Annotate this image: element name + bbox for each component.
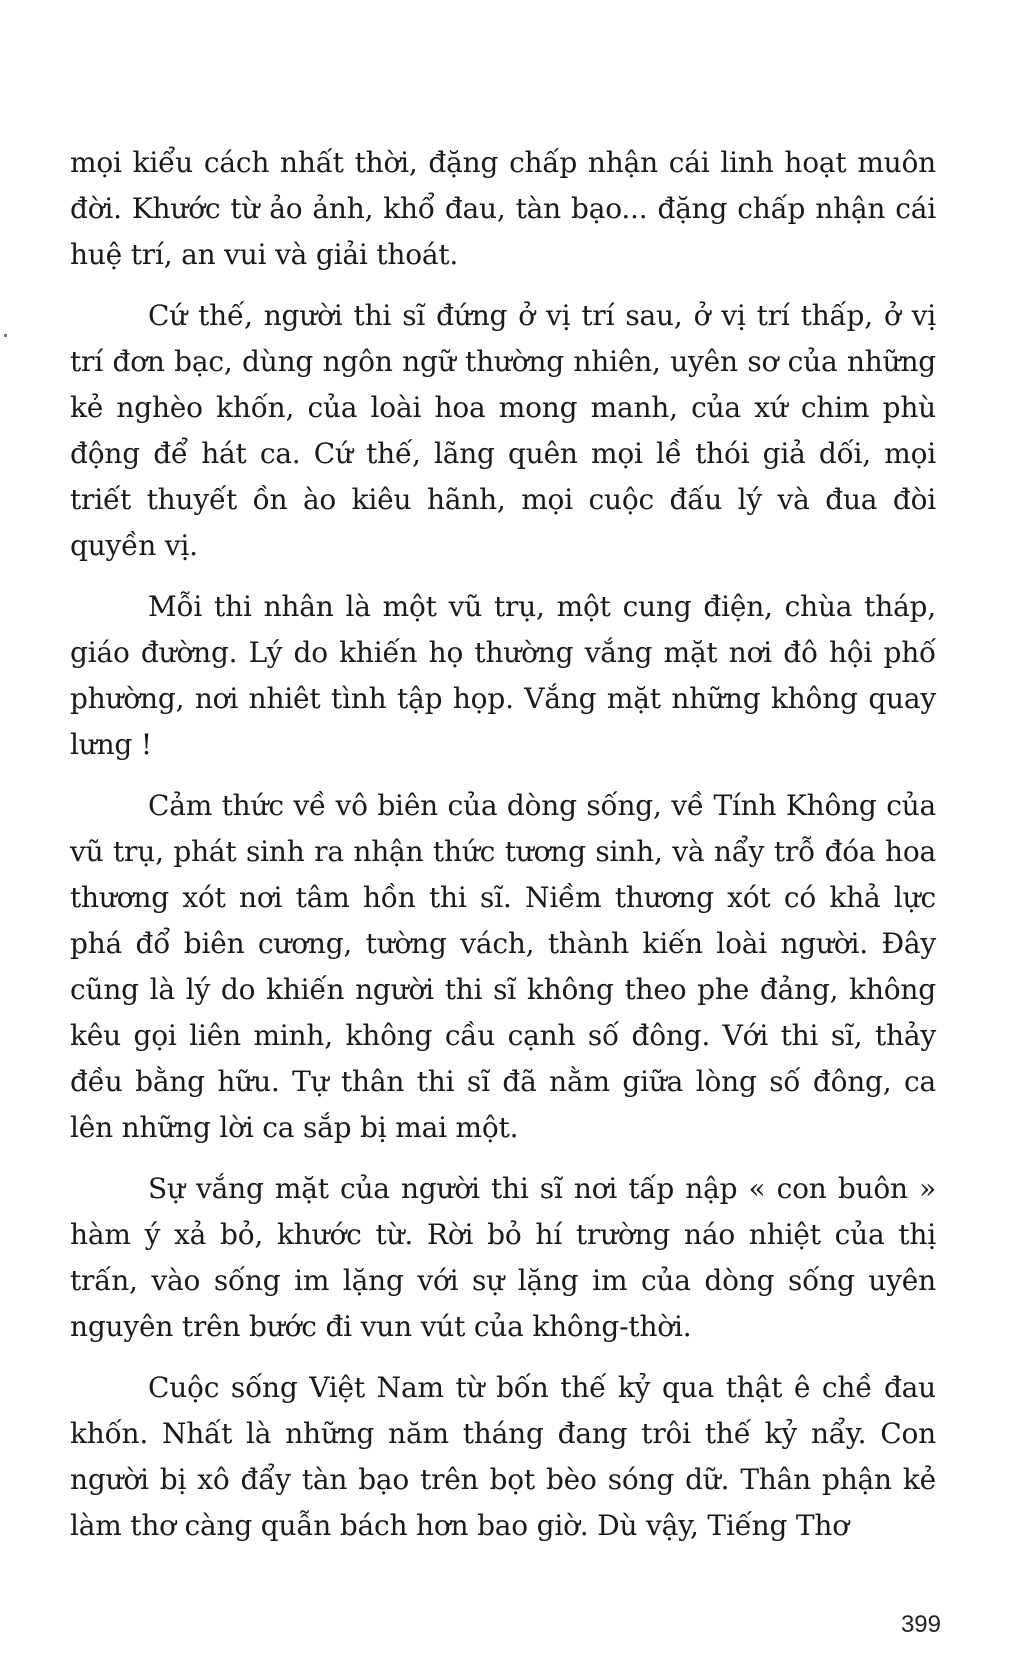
paragraph: Mỗi thi nhân là một vũ trụ, một cung điện, chùa tháp, giáo đường. Lý do khiến họ thường vắng mặt nơi đô hội phố phường, nơi nhiêt tình tập họp. Vắng mặt những không quay lưng ! xyxy=(70,590,936,761)
paragraph: Cảm thức về vô biên của dòng sống, về Tính Không của vũ trụ, phát sinh ra nhận thức tương sinh, và nẩy trỗ đóa hoa thương xót nơi tâm hồn thi sĩ. Niềm thương xót có khả lực phá đổ biên cương, tường vách, thành kiến loài người. Đây cũng là lý do khiến người thi sĩ không theo phe đảng, không kêu gọi liên minh, không cầu cạnh số đông. Với thi sĩ, thảy đều bằng hữu. Tự thân thi sĩ đã nằm giữa lòng số đông, ca lên những lời ca sắp bị mai một. xyxy=(70,789,936,1144)
paragraph-continuation: mọi kiểu cách nhất thời, đặng chấp nhận cái linh hoạt muôn đời. Khước từ ảo ảnh, khổ đau, tàn bạo... đặng chấp nhận cái huệ trí, an vui và giải thoát. xyxy=(70,146,936,271)
paragraph: Cứ thế, người thi sĩ đứng ở vị trí sau, ở vị trí thấp, ở vị trí đơn bạc, dùng ngôn ngữ thường nhiên, uyên sơ của những kẻ nghèo khốn, của loài hoa mong manh, của xứ chim phù động để hát ca. Cứ thế, lãng quên mọi lề thói giả dối, mọi triết thuyết ồn ào kiêu hãnh, mọi cuộc đấu lý và đua đòi quyền vị. xyxy=(70,299,936,562)
paragraph: Sự vắng mặt của người thi sĩ nơi tấp nập « con buôn » hàm ý xả bỏ, khước từ. Rời bỏ hí trường náo nhiệt của thị trấn, vào sống im lặng với sự lặng im của dòng sống uyên nguyên trên bước đi vun vút của không-thời. xyxy=(70,1172,936,1343)
scan-speck xyxy=(4,334,7,337)
body-text xyxy=(70,140,936,1564)
page-number: 399 xyxy=(900,1611,941,1638)
paragraph: Cuộc sống Việt Nam từ bốn thế kỷ qua thật ê chề đau khốn. Nhất là những năm tháng đang trôi thế kỷ nẩy. Con người bị xô đẩy tàn bạo trên bọt bèo sóng dữ. Thân phận kẻ làm thơ càng quẫn bách hơn bao giờ. Dù vậy, Tiếng Thơ xyxy=(70,1371,936,1542)
